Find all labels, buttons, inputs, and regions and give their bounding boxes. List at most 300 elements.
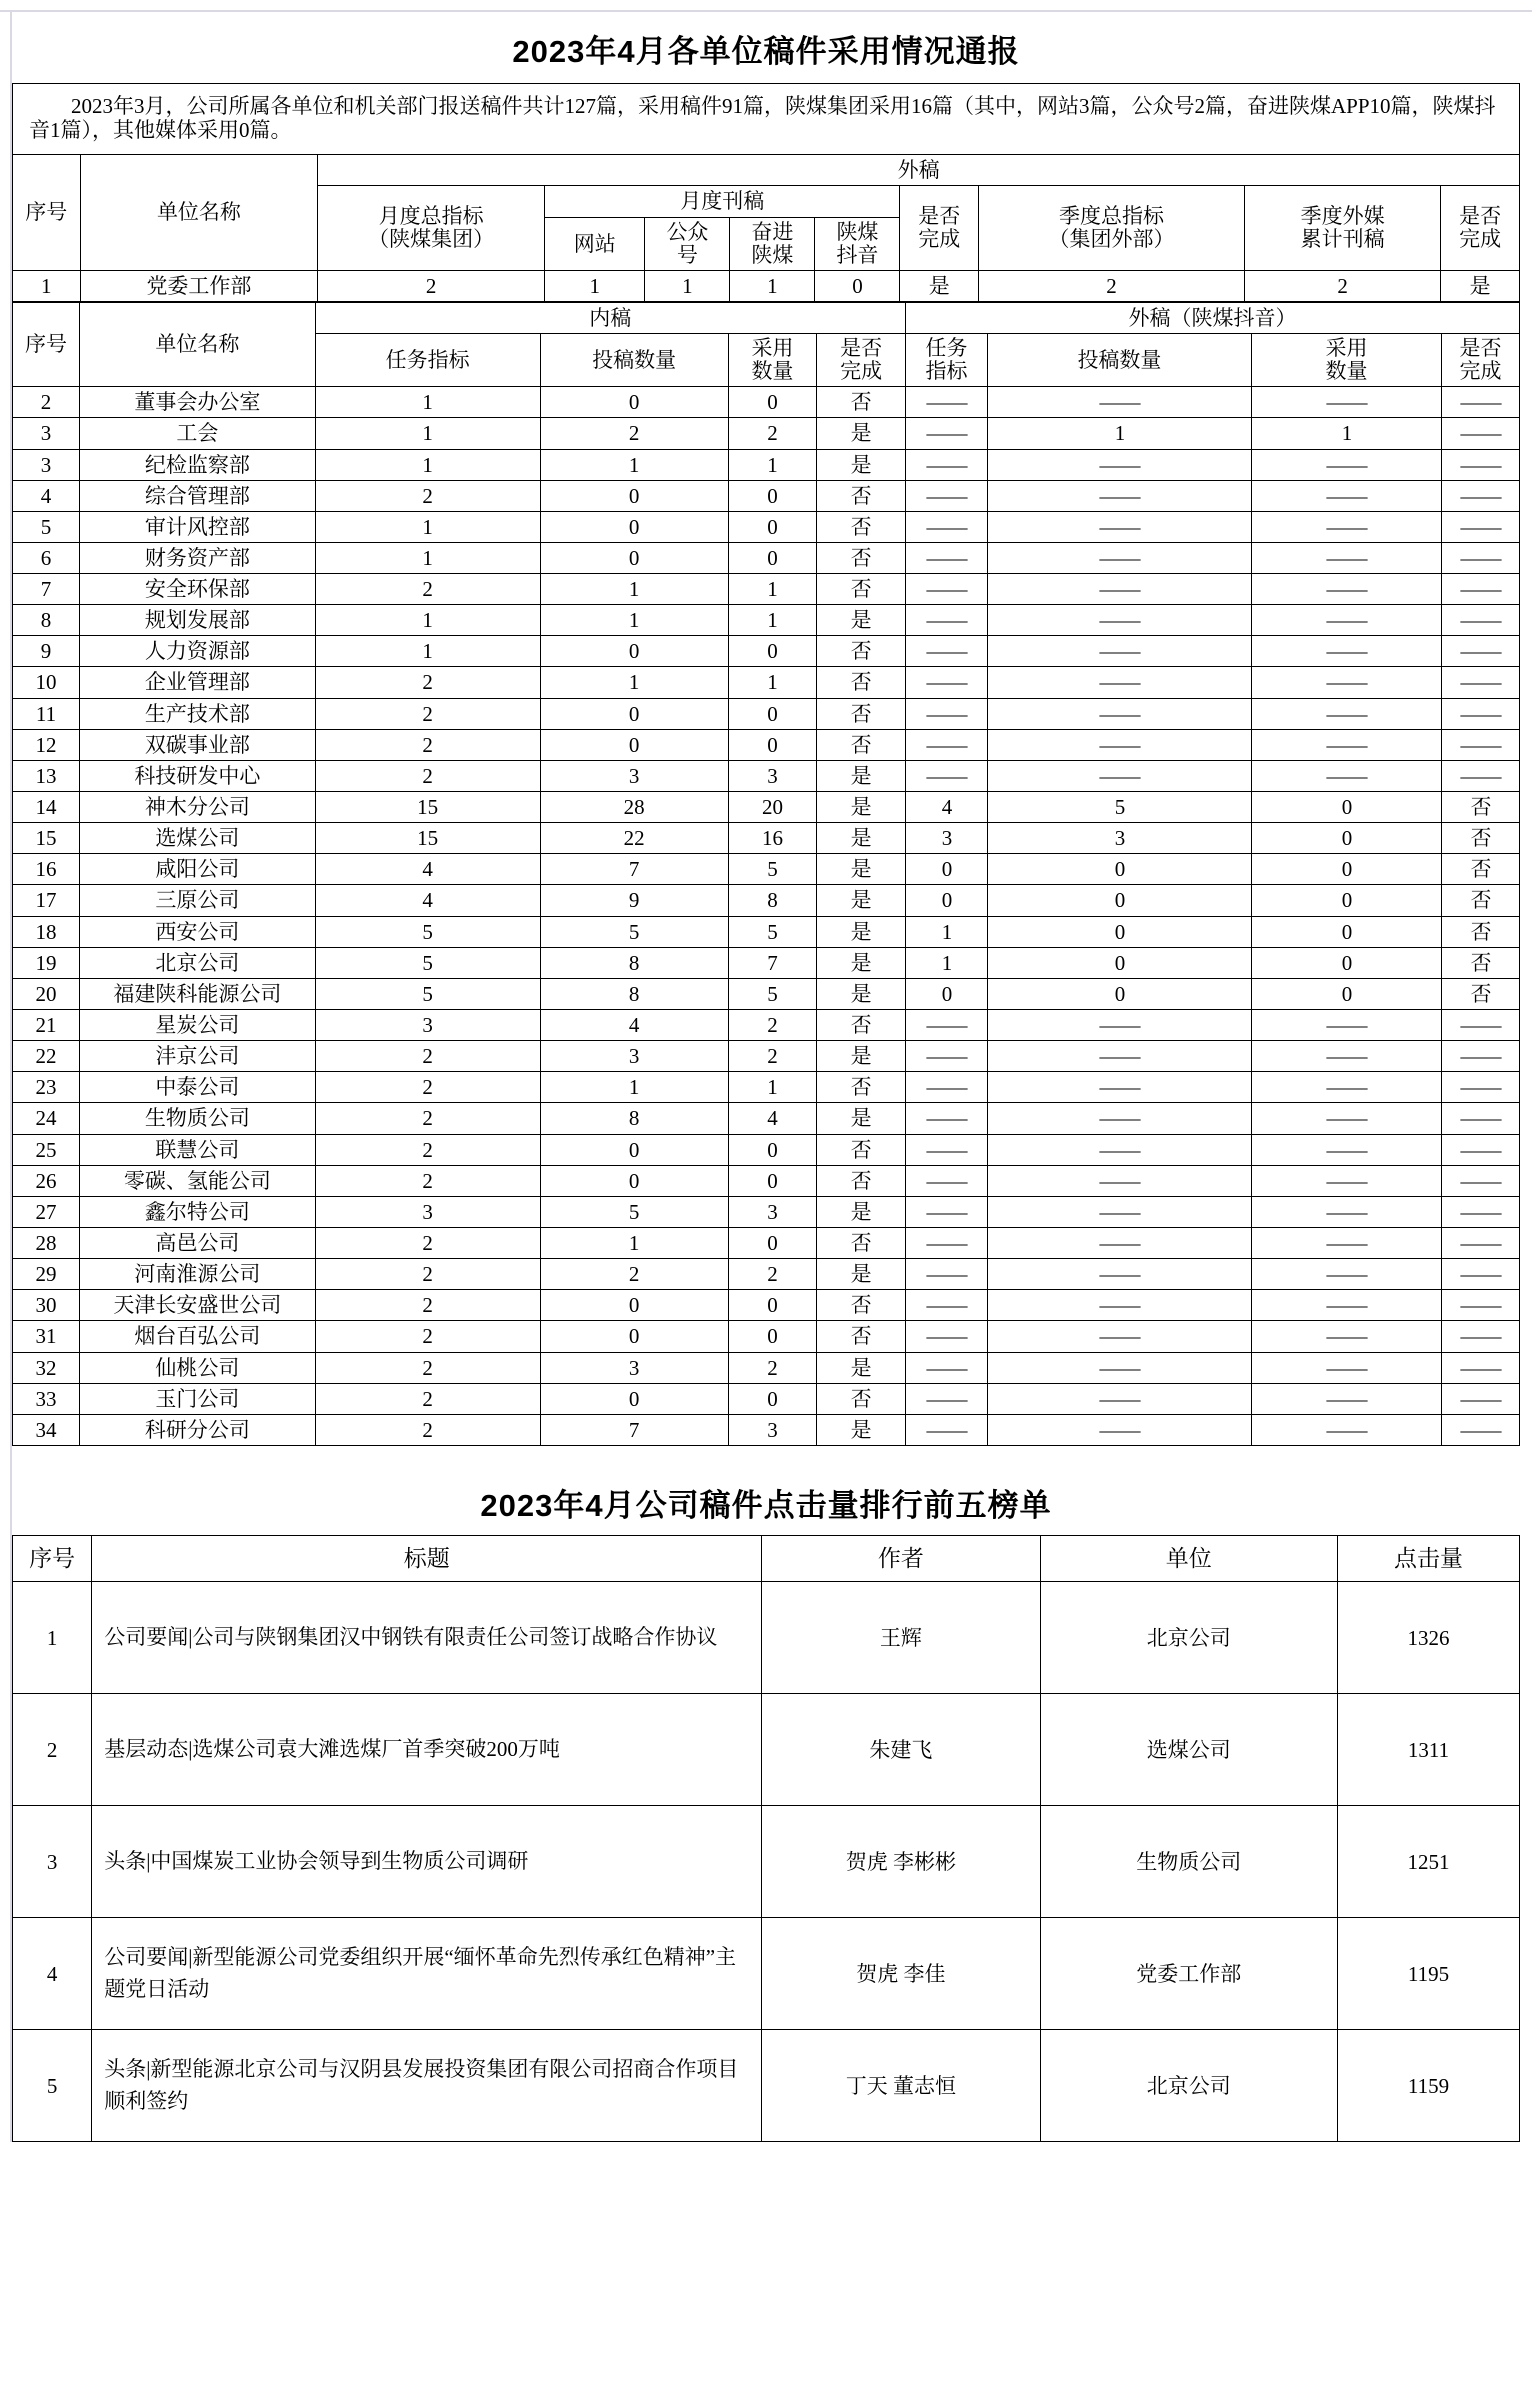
cell-seq: 8 bbox=[13, 605, 80, 636]
col-header-app bbox=[730, 217, 815, 270]
table-row bbox=[13, 823, 1520, 854]
cell-ext-completed: —— bbox=[1442, 1041, 1520, 1072]
cell-seq: 30 bbox=[13, 1290, 80, 1321]
cell-ext-task-target: —— bbox=[905, 449, 987, 480]
t2-col-header-ext-submit: 投稿数量 bbox=[988, 334, 1252, 387]
cell-completed: 是 bbox=[817, 1414, 906, 1445]
table-row bbox=[13, 1290, 1520, 1321]
cell-ext-task-target: —— bbox=[905, 729, 987, 760]
cell-submit-count: 1 bbox=[540, 605, 728, 636]
completed-line1: 是否 bbox=[840, 336, 883, 361]
cell-task-target: 2 bbox=[315, 1041, 540, 1072]
cell-ext-completed: 否 bbox=[1442, 916, 1520, 947]
cell-adopt-count: 2 bbox=[728, 418, 817, 449]
table-row bbox=[13, 1582, 1520, 1694]
table-row bbox=[13, 978, 1520, 1009]
cell-completed: 是 bbox=[817, 605, 906, 636]
cell-ext-submit: 0 bbox=[988, 885, 1252, 916]
t2-col-header-unit-name: 单位名称 bbox=[80, 302, 316, 386]
rank-cell-seq: 2 bbox=[13, 1694, 92, 1806]
cell-completed: 是 bbox=[817, 1103, 906, 1134]
cell-monthly-target: 2 bbox=[318, 270, 545, 301]
rank-col-header-title: 标题 bbox=[92, 1536, 762, 1582]
cell-ext-task-target: —— bbox=[905, 698, 987, 729]
cell-ext-adopt: —— bbox=[1251, 1414, 1441, 1445]
cell-ext-adopt: —— bbox=[1251, 1196, 1441, 1227]
rank-cell-title: 头条|新型能源北京公司与汉阴县发展投资集团有限公司招商合作项目顺利签约 bbox=[92, 2030, 762, 2142]
cell-ext-submit: —— bbox=[988, 1259, 1252, 1290]
cell-ext-adopt: —— bbox=[1251, 542, 1441, 573]
rank-cell-author: 朱建飞 bbox=[762, 1694, 1040, 1806]
cell-adopt-count: 2 bbox=[728, 1259, 817, 1290]
cell-completed: 否 bbox=[817, 1134, 906, 1165]
cell-ext-adopt: —— bbox=[1251, 1134, 1441, 1165]
cell-ext-task-target: —— bbox=[905, 418, 987, 449]
cell-ext-submit: —— bbox=[988, 1072, 1252, 1103]
cell-submit-count: 0 bbox=[540, 387, 728, 418]
cell-ext-completed: —— bbox=[1442, 667, 1520, 698]
cell-unit: 河南淮源公司 bbox=[80, 1259, 316, 1290]
cell-ext-completed: —— bbox=[1442, 1134, 1520, 1165]
cell-ext-completed: 否 bbox=[1442, 823, 1520, 854]
quarter-total-target-line1: 季度总指标 bbox=[1058, 203, 1164, 228]
rank-cell-unit: 生物质公司 bbox=[1040, 1806, 1338, 1918]
cell-adopt-count: 1 bbox=[728, 605, 817, 636]
cell-submit-count: 3 bbox=[540, 1041, 728, 1072]
cell-unit: 财务资产部 bbox=[80, 542, 316, 573]
cell-ext-adopt: —— bbox=[1251, 698, 1441, 729]
cell-seq: 25 bbox=[13, 1134, 80, 1165]
cell-ext-adopt: —— bbox=[1251, 1259, 1441, 1290]
cell-submit-count: 0 bbox=[540, 698, 728, 729]
cell-seq: 15 bbox=[13, 823, 80, 854]
cell-ext-adopt: —— bbox=[1251, 667, 1441, 698]
cell-unit: 鑫尔特公司 bbox=[80, 1196, 316, 1227]
cell-completed: 是 bbox=[817, 1041, 906, 1072]
cell-submit-count: 0 bbox=[540, 542, 728, 573]
cell-ext-completed: —— bbox=[1442, 636, 1520, 667]
douyin-line2: 抖音 bbox=[836, 242, 879, 267]
cell-task-target: 2 bbox=[315, 1352, 540, 1383]
cell-ext-completed: —— bbox=[1442, 1259, 1520, 1290]
cell-ext-adopt: —— bbox=[1251, 387, 1441, 418]
rank-cell-seq: 3 bbox=[13, 1806, 92, 1918]
cell-ext-task-target: —— bbox=[905, 1228, 987, 1259]
rank-cell-author: 王辉 bbox=[762, 1582, 1040, 1694]
cell-completed: 否 bbox=[817, 667, 906, 698]
cell-task-target: 2 bbox=[315, 698, 540, 729]
rank-cell-clicks: 1311 bbox=[1338, 1694, 1520, 1806]
cell-ext-submit: 1 bbox=[988, 418, 1252, 449]
content-wrapper bbox=[0, 12, 1532, 2142]
cell-adopt-count: 0 bbox=[728, 1165, 817, 1196]
cell-submit-count: 1 bbox=[540, 1228, 728, 1259]
cell-adopt-count: 8 bbox=[728, 885, 817, 916]
cell-task-target: 2 bbox=[315, 1290, 540, 1321]
cell-ext-completed: —— bbox=[1442, 698, 1520, 729]
cell-ext-completed: —— bbox=[1442, 1103, 1520, 1134]
cell-seq: 17 bbox=[13, 885, 80, 916]
table-row bbox=[13, 792, 1520, 823]
cell-ext-adopt: —— bbox=[1251, 1103, 1441, 1134]
cell-task-target: 1 bbox=[315, 387, 540, 418]
cell-ext-submit: —— bbox=[988, 729, 1252, 760]
cell-task-target: 2 bbox=[315, 1228, 540, 1259]
table-row bbox=[13, 387, 1520, 418]
cell-completed: 是 bbox=[817, 978, 906, 1009]
cell-seq: 24 bbox=[13, 1103, 80, 1134]
cell-ext-submit: —— bbox=[988, 1010, 1252, 1041]
left-gutter bbox=[0, 12, 12, 2142]
cell-seq: 31 bbox=[13, 1321, 80, 1352]
cell-ext-submit: —— bbox=[988, 698, 1252, 729]
table-row bbox=[13, 1103, 1520, 1134]
table-row bbox=[13, 1414, 1520, 1445]
cell-submit-count: 22 bbox=[540, 823, 728, 854]
col-header-unit-name: 单位名称 bbox=[80, 155, 318, 270]
monthly-total-target-line2: （陕煤集团） bbox=[368, 227, 495, 252]
rank-cell-unit: 党委工作部 bbox=[1040, 1918, 1338, 2030]
cell-unit: 福建陕科能源公司 bbox=[80, 978, 316, 1009]
cell-ext-task-target: —— bbox=[905, 760, 987, 791]
ext-completed-line2: 完成 bbox=[1459, 359, 1502, 384]
cell-seq: 12 bbox=[13, 729, 80, 760]
table-row bbox=[13, 1228, 1520, 1259]
cell-ext-task-target: —— bbox=[905, 480, 987, 511]
cell-task-target: 2 bbox=[315, 1103, 540, 1134]
cell-ext-adopt: —— bbox=[1251, 449, 1441, 480]
cell-ext-completed: —— bbox=[1442, 387, 1520, 418]
cell-adopt-count: 5 bbox=[728, 916, 817, 947]
douyin-line1: 陕煤 bbox=[836, 219, 879, 244]
cell-completed: 是 bbox=[817, 823, 906, 854]
rank-cell-unit: 选煤公司 bbox=[1040, 1694, 1338, 1806]
table-row bbox=[13, 636, 1520, 667]
cell-completed: 否 bbox=[817, 387, 906, 418]
cell-seq: 1 bbox=[13, 270, 81, 301]
rank-cell-unit: 北京公司 bbox=[1040, 2030, 1338, 2142]
cell-task-target: 3 bbox=[315, 1196, 540, 1227]
cell-quarter-target: 2 bbox=[978, 270, 1244, 301]
rank-cell-unit: 北京公司 bbox=[1040, 1582, 1338, 1694]
page-title: 2023年4月各单位稿件采用情况通报 bbox=[512, 34, 1020, 69]
cell-ext-submit: —— bbox=[988, 1290, 1252, 1321]
cell-ext-task-target: —— bbox=[905, 605, 987, 636]
cell-adopt-count: 0 bbox=[728, 1383, 817, 1414]
table-row bbox=[13, 418, 1520, 449]
col-header-monthly-total-target bbox=[318, 186, 545, 270]
cell-ext-task-target: —— bbox=[905, 1165, 987, 1196]
table-row bbox=[13, 1134, 1520, 1165]
cell-task-target: 4 bbox=[315, 885, 540, 916]
cell-wechat: 1 bbox=[645, 270, 730, 301]
cell-submit-count: 7 bbox=[540, 854, 728, 885]
col-header-quarter-total-target bbox=[978, 186, 1244, 270]
cell-seq: 3 bbox=[13, 449, 80, 480]
table-row bbox=[13, 1196, 1520, 1227]
wechat-line2: 号 bbox=[676, 242, 698, 267]
adopt-count-line1: 采用 bbox=[751, 336, 794, 361]
cell-ext-adopt: —— bbox=[1251, 1041, 1441, 1072]
t2-col-group-internal: 内稿 bbox=[315, 302, 905, 333]
cell-task-target: 2 bbox=[315, 1321, 540, 1352]
cell-ext-adopt: —— bbox=[1251, 760, 1441, 791]
rank-cell-author: 丁天 董志恒 bbox=[762, 2030, 1040, 2142]
cell-task-target: 2 bbox=[315, 480, 540, 511]
cell-unit: 人力资源部 bbox=[80, 636, 316, 667]
cell-ext-adopt: 0 bbox=[1251, 885, 1441, 916]
rank-cell-seq: 1 bbox=[13, 1582, 92, 1694]
cell-task-target: 2 bbox=[315, 1072, 540, 1103]
cell-ext-task-target: —— bbox=[905, 636, 987, 667]
cell-ext-submit: —— bbox=[988, 1352, 1252, 1383]
app-line1: 奋进 bbox=[751, 219, 794, 244]
cell-adopt-count: 2 bbox=[728, 1010, 817, 1041]
cell-ext-completed: 否 bbox=[1442, 885, 1520, 916]
cell-task-target: 3 bbox=[315, 1010, 540, 1041]
cell-app: 1 bbox=[730, 270, 815, 301]
cell-submit-count: 0 bbox=[540, 511, 728, 542]
cell-adopt-count: 0 bbox=[728, 1134, 817, 1165]
monthly-completed-line1: 是否 bbox=[918, 203, 961, 228]
cell-ext-task-target: 3 bbox=[905, 823, 987, 854]
table-row bbox=[13, 270, 1520, 301]
cell-ext-completed: 否 bbox=[1442, 978, 1520, 1009]
cell-ext-submit: —— bbox=[988, 511, 1252, 542]
cell-ext-adopt: —— bbox=[1251, 1010, 1441, 1041]
cell-ext-task-target: —— bbox=[905, 1290, 987, 1321]
cell-ext-task-target: —— bbox=[905, 1041, 987, 1072]
cell-ext-adopt: —— bbox=[1251, 574, 1441, 605]
table-row bbox=[13, 1041, 1520, 1072]
cell-task-target: 5 bbox=[315, 916, 540, 947]
cell-unit: 零碳、氢能公司 bbox=[80, 1165, 316, 1196]
t2-col-header-ext-adopt bbox=[1251, 334, 1441, 387]
intro-row bbox=[13, 84, 1520, 155]
cell-ext-submit: —— bbox=[988, 1196, 1252, 1227]
cell-completed: 否 bbox=[817, 636, 906, 667]
cell-completed: 否 bbox=[817, 1072, 906, 1103]
cell-ext-completed: —— bbox=[1442, 1228, 1520, 1259]
cell-seq: 2 bbox=[13, 387, 80, 418]
table-row bbox=[13, 698, 1520, 729]
cell-adopt-count: 0 bbox=[728, 542, 817, 573]
cell-unit: 北京公司 bbox=[80, 947, 316, 978]
cell-ext-completed: —— bbox=[1442, 542, 1520, 573]
cell-completed: 是 bbox=[817, 792, 906, 823]
cell-completed: 是 bbox=[817, 1259, 906, 1290]
cell-ext-completed: —— bbox=[1442, 1165, 1520, 1196]
cell-seq: 26 bbox=[13, 1165, 80, 1196]
cell-submit-count: 1 bbox=[540, 449, 728, 480]
cell-adopt-count: 1 bbox=[728, 667, 817, 698]
cell-submit-count: 0 bbox=[540, 729, 728, 760]
col-header-seq: 序号 bbox=[13, 155, 81, 270]
cell-ext-task-target: —— bbox=[905, 1103, 987, 1134]
ext-adopt-line1: 采用 bbox=[1325, 336, 1368, 361]
cell-ext-submit: —— bbox=[988, 667, 1252, 698]
cell-adopt-count: 4 bbox=[728, 1103, 817, 1134]
cell-completed: 否 bbox=[817, 511, 906, 542]
cell-seq: 23 bbox=[13, 1072, 80, 1103]
quarter-completed-line1: 是否 bbox=[1459, 203, 1502, 228]
cell-adopt-count: 3 bbox=[728, 1414, 817, 1445]
cell-adopt-count: 0 bbox=[728, 511, 817, 542]
cell-ext-submit: 0 bbox=[988, 947, 1252, 978]
cell-ext-submit: 5 bbox=[988, 792, 1252, 823]
table-row bbox=[13, 574, 1520, 605]
cell-website: 1 bbox=[545, 270, 645, 301]
cell-unit: 天津长安盛世公司 bbox=[80, 1290, 316, 1321]
table-row bbox=[13, 1072, 1520, 1103]
cell-submit-count: 1 bbox=[540, 1072, 728, 1103]
t2-col-header-adopt-count bbox=[728, 334, 817, 387]
t2-col-header-ext-completed bbox=[1442, 334, 1520, 387]
click-ranking-rows bbox=[13, 1582, 1520, 2142]
cell-completed: 否 bbox=[817, 698, 906, 729]
top-gutter bbox=[0, 0, 1532, 12]
cell-ext-task-target: —— bbox=[905, 387, 987, 418]
cell-ext-submit: —— bbox=[988, 1103, 1252, 1134]
cell-completed: 是 bbox=[817, 854, 906, 885]
cell-adopt-count: 0 bbox=[728, 1290, 817, 1321]
cell-ext-adopt: 0 bbox=[1251, 854, 1441, 885]
ranking-title: 2023年4月公司稿件点击量排行前五榜单 bbox=[480, 1488, 1052, 1523]
cell-unit: 星炭公司 bbox=[80, 1010, 316, 1041]
cell-submit-count: 3 bbox=[540, 760, 728, 791]
cell-task-target: 1 bbox=[315, 418, 540, 449]
cell-seq: 32 bbox=[13, 1352, 80, 1383]
cell-task-target: 2 bbox=[315, 1134, 540, 1165]
cell-ext-adopt: —— bbox=[1251, 605, 1441, 636]
cell-seq: 20 bbox=[13, 978, 80, 1009]
monthly-total-target-line1: 月度总指标 bbox=[378, 203, 484, 228]
cell-adopt-count: 0 bbox=[728, 1321, 817, 1352]
cell-completed: 是 bbox=[817, 1352, 906, 1383]
cell-ext-completed: —— bbox=[1442, 1290, 1520, 1321]
cell-adopt-count: 1 bbox=[728, 574, 817, 605]
cell-ext-completed: —— bbox=[1442, 511, 1520, 542]
cell-ext-task-target: —— bbox=[905, 1010, 987, 1041]
cell-submit-count: 8 bbox=[540, 1103, 728, 1134]
cell-completed: 否 bbox=[817, 574, 906, 605]
cell-unit: 纪检监察部 bbox=[80, 449, 316, 480]
cell-adopt-count: 0 bbox=[728, 729, 817, 760]
cell-adopt-count: 3 bbox=[728, 760, 817, 791]
unit-submission-table bbox=[12, 302, 1520, 1446]
table-row bbox=[13, 760, 1520, 791]
cell-completed: 否 bbox=[817, 1383, 906, 1414]
rank-cell-title: 公司要闻|公司与陕钢集团汉中钢铁有限责任公司签订战略合作协议 bbox=[92, 1582, 762, 1694]
cell-task-target: 2 bbox=[315, 574, 540, 605]
cell-completed: 是 bbox=[817, 449, 906, 480]
rank-cell-title: 头条|中国煤炭工业协会领导到生物质公司调研 bbox=[92, 1806, 762, 1918]
cell-submit-count: 4 bbox=[540, 1010, 728, 1041]
cell-ext-task-target: —— bbox=[905, 1352, 987, 1383]
cell-ext-submit: 0 bbox=[988, 978, 1252, 1009]
table-row bbox=[13, 542, 1520, 573]
cell-ext-adopt: —— bbox=[1251, 1352, 1441, 1383]
cell-ext-completed: —— bbox=[1442, 1352, 1520, 1383]
cell-submit-count: 5 bbox=[540, 916, 728, 947]
col-group-external: 外稿 bbox=[318, 155, 1520, 186]
cell-ext-task-target: 4 bbox=[905, 792, 987, 823]
table-row bbox=[13, 2030, 1520, 2142]
cell-unit: 沣京公司 bbox=[80, 1041, 316, 1072]
quarter-total-target-line2: （集团外部） bbox=[1048, 227, 1175, 252]
app-line2: 陕煤 bbox=[751, 242, 794, 267]
col-header-quarter-completed bbox=[1441, 186, 1520, 270]
t2-header-group-row bbox=[13, 302, 1520, 333]
cell-completed: 是 bbox=[817, 760, 906, 791]
cell-ext-completed: —— bbox=[1442, 418, 1520, 449]
cell-unit: 双碳事业部 bbox=[80, 729, 316, 760]
cell-completed: 是 bbox=[817, 947, 906, 978]
quarter-completed-line2: 完成 bbox=[1459, 227, 1502, 252]
cell-ext-task-target: —— bbox=[905, 1414, 987, 1445]
cell-completed: 否 bbox=[817, 1228, 906, 1259]
cell-task-target: 2 bbox=[315, 667, 540, 698]
cell-adopt-count: 5 bbox=[728, 978, 817, 1009]
header-group-row bbox=[13, 155, 1520, 186]
col-header-wechat bbox=[645, 217, 730, 270]
completed-line2: 完成 bbox=[840, 359, 883, 384]
cell-seq: 14 bbox=[13, 792, 80, 823]
adoption-report-table bbox=[12, 83, 1520, 302]
cell-unit: 神木分公司 bbox=[80, 792, 316, 823]
cell-unit: 综合管理部 bbox=[80, 480, 316, 511]
rank-cell-clicks: 1159 bbox=[1338, 2030, 1520, 2142]
cell-task-target: 15 bbox=[315, 792, 540, 823]
rank-header-row bbox=[13, 1536, 1520, 1582]
cell-ext-adopt: 0 bbox=[1251, 978, 1441, 1009]
cell-adopt-count: 1 bbox=[728, 1072, 817, 1103]
cell-submit-count: 0 bbox=[540, 1321, 728, 1352]
cell-completed: 是 bbox=[817, 418, 906, 449]
col-group-monthly-publish: 月度刊稿 bbox=[545, 186, 900, 217]
table-row bbox=[13, 916, 1520, 947]
cell-adopt-count: 3 bbox=[728, 1196, 817, 1227]
rank-col-header-clicks: 点击量 bbox=[1338, 1536, 1520, 1582]
cell-ext-adopt: —— bbox=[1251, 1072, 1441, 1103]
cell-ext-submit: —— bbox=[988, 1383, 1252, 1414]
cell-ext-adopt: —— bbox=[1251, 1228, 1441, 1259]
monthly-completed-line2: 完成 bbox=[918, 227, 961, 252]
cell-ext-submit: —— bbox=[988, 449, 1252, 480]
cell-ext-completed: 否 bbox=[1442, 947, 1520, 978]
cell-ext-completed: —— bbox=[1442, 1383, 1520, 1414]
cell-unit: 西安公司 bbox=[80, 916, 316, 947]
cell-ext-task-target: 1 bbox=[905, 916, 987, 947]
rank-cell-clicks: 1251 bbox=[1338, 1806, 1520, 1918]
cell-unit: 规划发展部 bbox=[80, 605, 316, 636]
cell-seq: 22 bbox=[13, 1041, 80, 1072]
cell-adopt-count: 1 bbox=[728, 449, 817, 480]
cell-douyin: 0 bbox=[815, 270, 900, 301]
ext-completed-line1: 是否 bbox=[1459, 336, 1502, 361]
cell-adopt-count: 2 bbox=[728, 1352, 817, 1383]
cell-ext-task-target: 0 bbox=[905, 854, 987, 885]
cell-completed: 是 bbox=[900, 270, 979, 301]
cell-completed: 是 bbox=[817, 916, 906, 947]
t2-col-header-ext-task-target bbox=[905, 334, 987, 387]
cell-adopt-count: 5 bbox=[728, 854, 817, 885]
cell-adopt-count: 0 bbox=[728, 698, 817, 729]
cell-adopt-count: 7 bbox=[728, 947, 817, 978]
cell-submit-count: 0 bbox=[540, 1165, 728, 1196]
cell-ext-adopt: 0 bbox=[1251, 823, 1441, 854]
table-row bbox=[13, 605, 1520, 636]
